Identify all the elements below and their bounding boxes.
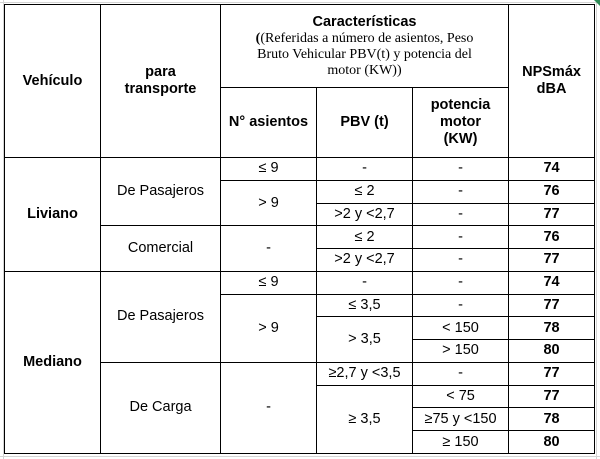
transport-pasajeros: De Pasajeros [101, 158, 221, 226]
cell-potencia: ≥ 150 [413, 431, 509, 454]
cell-nps: 74 [509, 158, 595, 181]
header-caracteristicas-title: Características [312, 13, 417, 30]
cell-pbv: >2 y <2,7 [317, 249, 413, 272]
cell-asientos: - [221, 226, 317, 272]
header-vehiculo: Vehículo [5, 5, 101, 158]
header-nps-line-2: dBA [536, 81, 567, 98]
header-asientos: N° asientos [221, 87, 317, 157]
cell-nps: 80 [509, 431, 595, 454]
header-refer-line-2: Bruto Vehicular PBV(t) y potencia del [257, 46, 472, 62]
table-row [5, 158, 595, 181]
cell-potencia: - [413, 271, 509, 294]
cell-nps: 77 [509, 362, 595, 385]
header-refer-paren: ( [255, 30, 261, 46]
header-refer-text-1: (Referidas a número de asientos, Peso [260, 30, 474, 46]
group-liviano: Liviano [5, 158, 101, 272]
cell-nps: 76 [509, 226, 595, 249]
cell-potencia: - [413, 362, 509, 385]
cell-pbv: ≤ 3,5 [317, 294, 413, 317]
cell-asientos: ≤ 9 [221, 271, 317, 294]
cell-pbv: - [317, 271, 413, 294]
cell-potencia: - [413, 226, 509, 249]
cell-potencia: < 75 [413, 385, 509, 408]
cell-pbv: ≤ 2 [317, 226, 413, 249]
header-refer-line-3: motor (KW)) [327, 62, 402, 78]
header-para: para [145, 64, 176, 81]
header-refer-line-1 [223, 31, 506, 47]
cell-asientos: > 9 [221, 294, 317, 362]
cell-nps: 77 [509, 294, 595, 317]
cell-pbv: ≥2,7 y <3,5 [317, 362, 413, 385]
cell-pbv: > 3,5 [317, 317, 413, 363]
header-potencia-line-2: motor [439, 113, 482, 130]
cell-nps: 77 [509, 385, 595, 408]
header-potencia-line-3: (KW) [443, 130, 478, 147]
cell-potencia: - [413, 180, 509, 203]
header-nps-line-1: NPSmáx [522, 64, 581, 81]
cell-potencia: - [413, 249, 509, 272]
cell-potencia: - [413, 158, 509, 181]
cell-potencia: ≥75 y <150 [413, 408, 509, 431]
cell-pbv: ≥ 3,5 [317, 385, 413, 453]
group-mediano: Mediano [5, 271, 101, 453]
transport-comercial: Comercial [101, 226, 221, 272]
cell-asientos: > 9 [221, 180, 317, 226]
cell-nps: 77 [509, 203, 595, 226]
header-para-transporte [101, 5, 221, 158]
cell-potencia: - [413, 294, 509, 317]
header-nps [509, 5, 595, 158]
header-transporte: transporte [124, 81, 197, 98]
cell-potencia: - [413, 203, 509, 226]
cell-asientos: - [221, 362, 317, 453]
cell-nps: 77 [509, 249, 595, 272]
sheet-gridline [0, 2, 600, 3]
noise-limits-table [4, 4, 595, 454]
cell-potencia: < 150 [413, 317, 509, 340]
cell-asientos: ≤ 9 [221, 158, 317, 181]
table-row [5, 271, 595, 294]
sheet-gridline [596, 0, 597, 459]
cell-nps: 74 [509, 271, 595, 294]
cell-nps: 78 [509, 408, 595, 431]
cell-pbv: >2 y <2,7 [317, 203, 413, 226]
transport-carga: De Carga [101, 362, 221, 453]
header-potencia-line-1: potencia [430, 96, 491, 113]
cell-pbv: ≤ 2 [317, 180, 413, 203]
sheet-gridline [0, 456, 600, 457]
header-potencia [413, 87, 509, 157]
header-caracteristicas [221, 5, 509, 88]
header-row [5, 5, 595, 88]
cell-nps: 78 [509, 317, 595, 340]
cell-nps: 80 [509, 340, 595, 363]
cell-pbv: - [317, 158, 413, 181]
transport-pasajeros: De Pasajeros [101, 271, 221, 362]
cell-potencia: > 150 [413, 340, 509, 363]
cell-nps: 76 [509, 180, 595, 203]
header-pbv: PBV (t) [317, 87, 413, 157]
